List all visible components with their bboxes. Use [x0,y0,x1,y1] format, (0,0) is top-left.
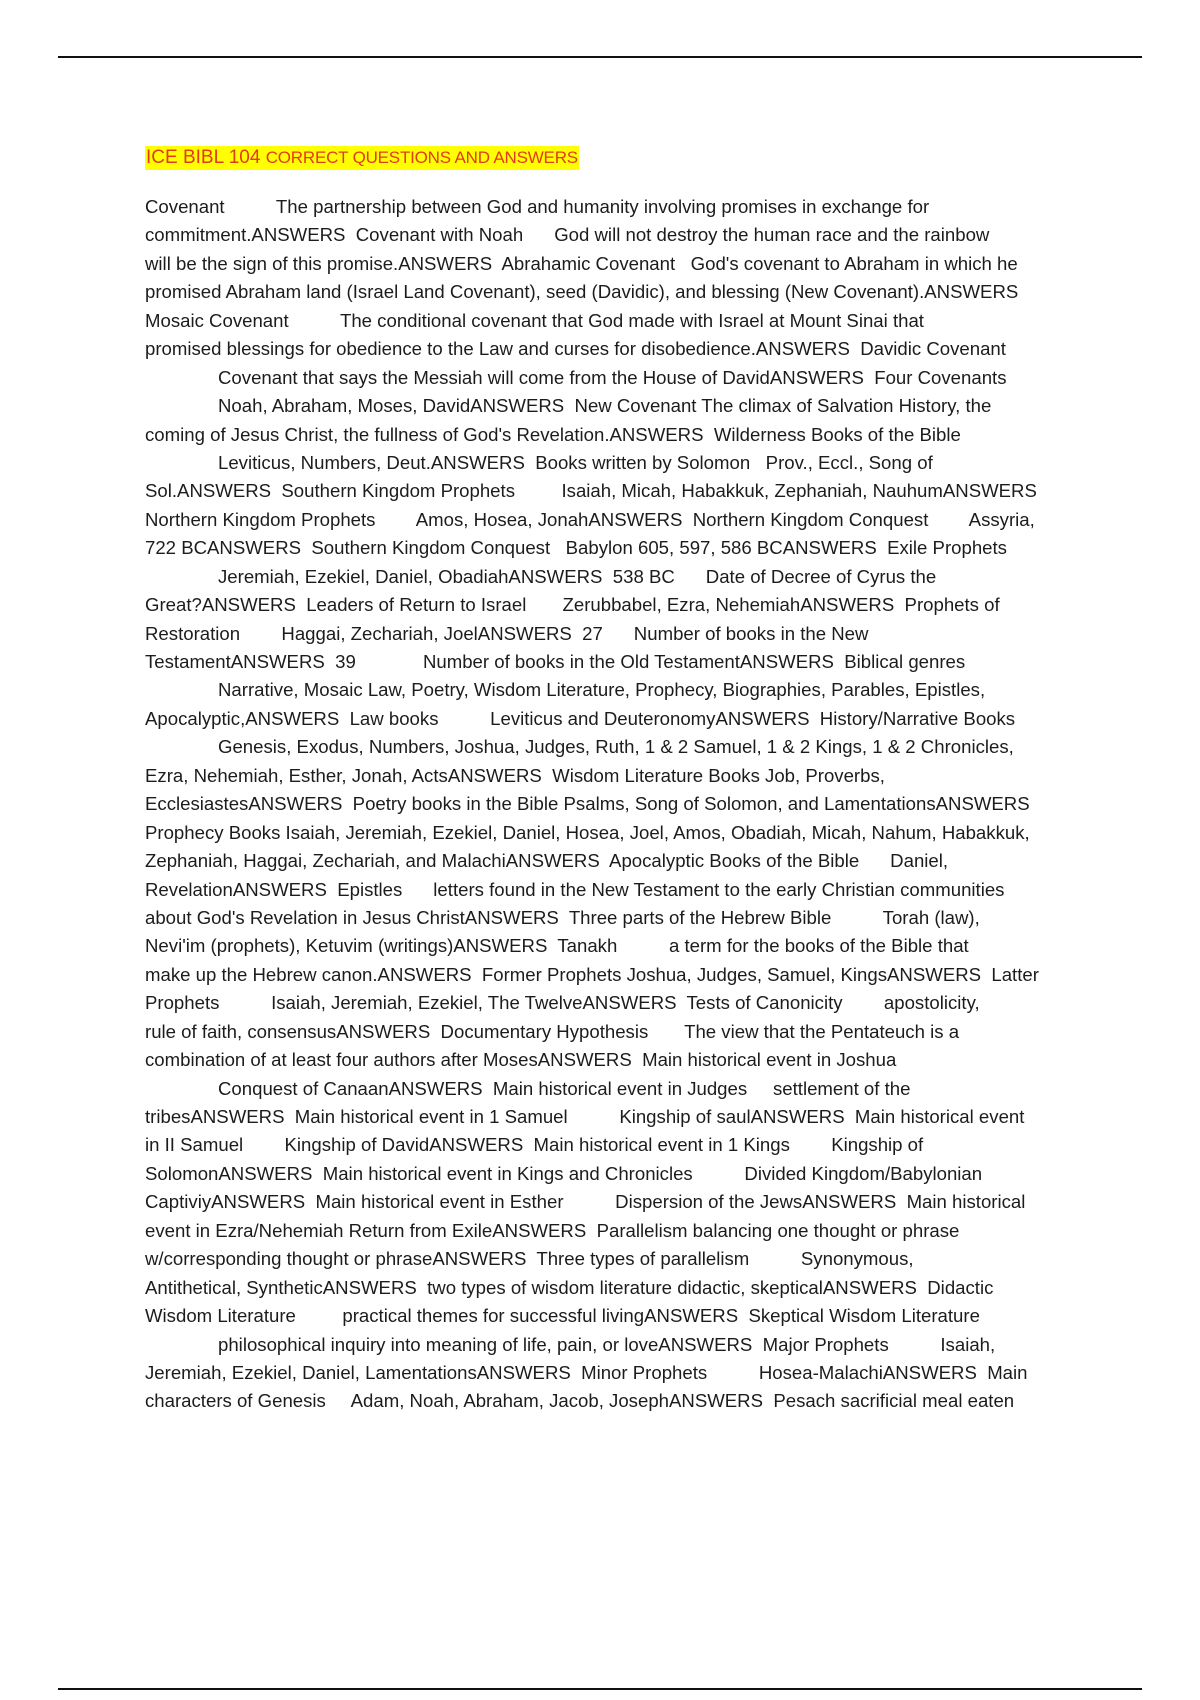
body-text-line: Sol.ANSWERS Southern Kingdom Prophets Isaiah, Micah, Habakkuk, Zephaniah, NauhumANSWERS [145,480,1037,502]
body-text-line: Noah, Abraham, Moses, DavidANSWERS New Covenant The climax of Salvation History, the [218,395,992,417]
body-text-line: Mosaic Covenant The conditional covenant that God made with Israel at Mount Sinai that [145,309,924,331]
body-text-line: combination of at least four authors after MosesANSWERS Main historical event in Joshua [145,1049,897,1071]
body-text-line: promised Abraham land (Israel Land Covenant), seed (Davidic), and blessing (New Covenant).ANSWERS [145,281,1019,303]
body-text-line: commitment.ANSWERS Covenant with Noah God will not destroy the human race and the rainbow [145,224,990,246]
body-text-line: Northern Kingdom Prophets Amos, Hosea, JonahANSWERS Northern Kingdom Conquest Assyria, [145,508,1035,530]
title-course-code: ICE BIBL 104 [146,147,261,168]
body-text-line: rule of faith, consensusANSWERS Documentary Hypothesis The view that the Pentateuch is a [145,1020,960,1042]
body-text-line: Covenant that says the Messiah will come from the House of DavidANSWERS Four Covenants [218,366,1007,388]
body-text-line: Jeremiah, Ezekiel, Daniel, ObadiahANSWERS 538 BC Date of Decree of Cyrus the [218,565,937,587]
body-text-line: Conquest of CanaanANSWERS Main historical event in Judges settlement of the [218,1077,911,1099]
bottom-rule [58,1688,1142,1690]
body-text-line: Covenant The partnership between God and humanity involving promises in exchange for [145,196,930,217]
body-text-line: Prophets Isaiah, Jeremiah, Ezekiel, The TwelveANSWERS Tests of Canonicity apostolicity, [145,992,980,1014]
body-text-line: w/corresponding thought or phraseANSWERS Three types of parallelism Synonymous, [145,1248,914,1270]
document-title [145,146,579,170]
body-text-line: coming of Jesus Christ, the fullness of God's Revelation.ANSWERS Wilderness Books of the Bible [145,423,961,445]
body-text-line: EcclesiastesANSWERS Poetry books in the Bible Psalms, Song of Solomon, and LamentationsANSWERS [145,793,1030,815]
body-text-line: Apocalyptic,ANSWERS Law books Leviticus and DeuteronomyANSWERS History/Narrative Books [145,707,1016,729]
body-text-line: SolomonANSWERS Main historical event in Kings and Chronicles Divided Kingdom/Babylonian [145,1162,983,1184]
body-text-line: characters of Genesis Adam, Noah, Abraham, Jacob, JosephANSWERS Pesach sacrificial meal eaten [145,1390,1015,1412]
body-text-line: Great?ANSWERS Leaders of Return to Israel Zerubbabel, Ezra, NehemiahANSWERS Prophets of [145,594,1000,616]
title-description: CORRECT QUESTIONS AND ANSWERS [265,148,578,167]
body-text-line: Antithetical, SyntheticANSWERS two types of wisdom literature didactic, skepticalANSWERS Didactic [145,1276,994,1298]
body-text-line: Genesis, Exodus, Numbers, Joshua, Judges, Ruth, 1 & 2 Samuel, 1 & 2 Kings, 1 & 2 Chronicles, [218,736,1014,758]
body-text-line: Nevi'im (prophets), Ketuvim (writings)ANSWERS Tanakh a term for the books of the Bible that [145,935,969,957]
body-text-line: 722 BCANSWERS Southern Kingdom Conquest Babylon 605, 597, 586 BCANSWERS Exile Prophets [145,537,1007,559]
body-text-line: Restoration Haggai, Zechariah, JoelANSWERS 27 Number of books in the New [145,622,869,644]
body-text-line: promised blessings for obedience to the Law and curses for disobedience.ANSWERS Davidic Covenant [145,338,1006,360]
document-body [145,193,1155,1416]
body-text-line: about God's Revelation in Jesus ChristANSWERS Three parts of the Hebrew Bible Torah (law), [145,906,980,928]
body-text-line: philosophical inquiry into meaning of life, pain, or loveANSWERS Major Prophets Isaiah, [218,1333,996,1355]
body-text-line: Narrative, Mosaic Law, Poetry, Wisdom Literature, Prophecy, Biographies, Parables, Epistles, [218,679,986,701]
body-text-line: will be the sign of this promise.ANSWERS Abrahamic Covenant God's covenant to Abraham in which he [145,252,1018,274]
body-text-line: in II Samuel Kingship of DavidANSWERS Main historical event in 1 Kings Kingship of [145,1134,924,1156]
body-text-line: Leviticus, Numbers, Deut.ANSWERS Books written by Solomon Prov., Eccl., Song of [218,451,933,473]
top-rule [58,56,1142,58]
body-text-line: TestamentANSWERS 39 Number of books in the Old TestamentANSWERS Biblical genres [145,651,966,672]
body-text-line: make up the Hebrew canon.ANSWERS Former Prophets Joshua, Judges, Samuel, KingsANSWERS Latter [145,963,1039,985]
body-text-line: Prophecy Books Isaiah, Jeremiah, Ezekiel, Daniel, Hosea, Joel, Amos, Obadiah, Micah, Nahum, Habakkuk, [145,821,1030,843]
body-text-line: Wisdom Literature practical themes for successful livingANSWERS Skeptical Wisdom Literature [145,1305,980,1327]
body-text-line: tribesANSWERS Main historical event in 1 Samuel Kingship of saulANSWERS Main historical event [145,1106,1025,1127]
body-text-line: event in Ezra/Nehemiah Return from ExileANSWERS Parallelism balancing one thought or phrase [145,1219,960,1241]
body-text-line: RevelationANSWERS Epistles letters found in the New Testament to the early Christian communities [145,878,1005,900]
body-text-line: CaptiviyANSWERS Main historical event in Esther Dispersion of the JewsANSWERS Main historical [145,1191,1026,1213]
body-text-line: Zephaniah, Haggai, Zechariah, and MalachiANSWERS Apocalyptic Books of the Bible Daniel, [145,850,949,872]
body-text-line: Ezra, Nehemiah, Esther, Jonah, ActsANSWERS Wisdom Literature Books Job, Proverbs, [145,764,885,786]
body-text-line: Jeremiah, Ezekiel, Daniel, LamentationsANSWERS Minor Prophets Hosea-MalachiANSWERS Main [145,1361,1028,1383]
